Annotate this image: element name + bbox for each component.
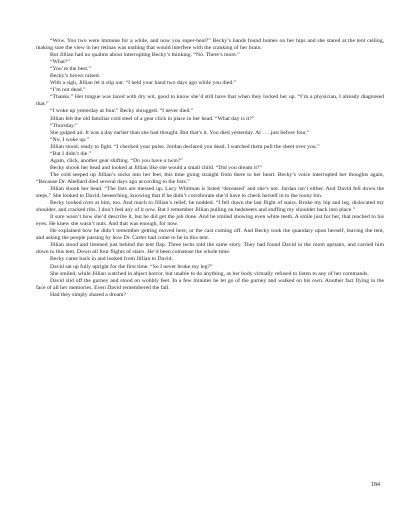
page-body [36, 38, 384, 299]
paragraph: He explained how he didn’t remember getting moved here, or the cast coming off. And Becky took the quandary upon herself, leaving the tent, and asking the people passing by how Dr. Carter had come to be in this tent. [36, 228, 384, 242]
page-number: 184 [371, 482, 380, 488]
paragraph: Becky’s brows raised. [50, 73, 101, 80]
paragraph: Jillian stood and listened just behind the tent flap. Three techs told the same story. They had found David in the room upstairs, and carried him down to this tent. Down all four flights of stairs. He’d been comatose the whole time. [36, 242, 384, 256]
paragraph: David slid off the gurney and stood on wobbly feet. In a few minutes he let go of the gurney and walked on his own. Another fact flying in the face of all her memories. Even David remembered the fall. [36, 277, 384, 291]
paragraph: Becky came back in and looked from Jillian to David. [50, 256, 173, 263]
paragraph: Again, click, another gear shifting. “Do you have a twin?” [50, 157, 183, 164]
paragraph: “Thursday.” [50, 122, 78, 129]
paragraph: “No, I woke up.” [50, 136, 90, 143]
paragraph: She smiled, while Jillian watched in abject horror, but unable to do anything, as her body virtually refused to listen to any of her commands. [50, 270, 369, 277]
paragraph: The cold seeped up Jillian’s socks into her feet, this time going straight from there to her heart. Becky’s voice interrupted her thoughts again, “Because Dr. Abellard died several days ago according to the lists.” [36, 171, 384, 185]
paragraph: “But I didn’t die.” [50, 150, 92, 157]
paragraph: “Wow. You two were immune for a while, and now you super-heal?” Becky’s hands found homes on her hips and she stared at the tent ceiling, making sure the view in her retinas was nothing that would interfere with the cranking of her brain. [36, 38, 384, 52]
paragraph: “What?” [50, 59, 70, 66]
paragraph: With a sigh, Jillian let it slip out. “I held your hand two days ago while you died.” [50, 80, 237, 87]
paragraph: It sure wasn’t how she’d describe it, but he did get the job done. And he smiled showing even white teeth. A smile just for her, that reached to his eyes. He knew she wasn’t nuts. And that was enough, for now. [36, 214, 384, 228]
paragraph: “I woke up yesterday at four.” Becky shrugged. “I never died.” [50, 108, 194, 115]
paragraph: But Jillian had no qualms about interrupting Becky’s thinking. “No. There’s more.” [50, 52, 240, 59]
paragraph: Becky shook her head and looked at Jillian like she would a small child. “Did you dream it?” [50, 164, 262, 171]
paragraph: Jillian felt the old familiar cold steel of a gear click in place in her head. “What day is it?” [50, 115, 255, 122]
paragraph: “Thanks.” Her tongue was laced with dry wit, good to know she’d still have that when they locked her up. “I’m a physician, I already diagnosed that.” [36, 94, 384, 108]
paragraph: “I’m not dead.” [50, 87, 86, 94]
paragraph: Becky looked over at him, too. And much to Jillian’s relief, he nodded. “I fell down the last flight of stairs. Broke my hip and leg, dislocated my shoulder, and cracked ribs. I don’t feel any of it now. But I remember Jillian pulling on bedsheets and stuffing my shoulder back into place.” [36, 200, 384, 214]
paragraph: Had they simply shared a dream? [50, 291, 126, 298]
paragraph: Jillian shook her head. “The lists are messed up. Lucy Whitman is listed ‘deceased’ and she’s not. Jordan isn’t either. And David fell down the steps.” She looked to David, beseeching, knowing that if he didn’t corroborate she’d have to check herself in to the loony bin. [36, 185, 384, 200]
paragraph: She gulped air. It was a day earlier than she had thought. But that’s it. You died yesterday. At . . . just before four.” [50, 129, 310, 136]
paragraph: David sat up fully upright for the first time. “So I never broke my leg?” [50, 263, 213, 270]
paragraph: Jillian stood, ready to fight. “I checked your pulse. Jordan declared you dead. I watched them pull the sheet over you.” [50, 143, 320, 150]
paragraph: “You’re the best.” [50, 66, 91, 73]
